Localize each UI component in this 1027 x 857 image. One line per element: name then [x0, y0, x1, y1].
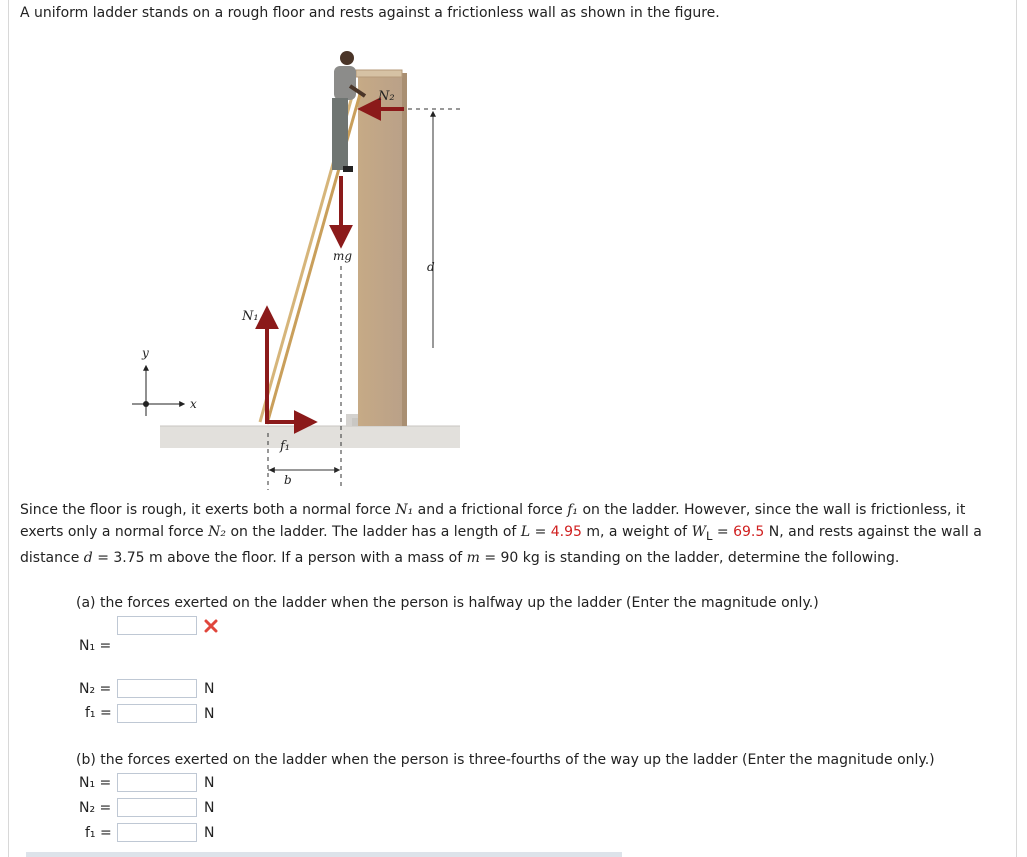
- part-a-n2-unit: N: [204, 681, 215, 697]
- part-b-n2-input[interactable]: [117, 798, 197, 817]
- bottom-divider: [26, 852, 622, 857]
- n1-label: N₁: [242, 309, 259, 324]
- part-b-n1-label: N₁ =: [79, 775, 112, 791]
- part-a-f1-unit: N: [204, 706, 215, 722]
- d-label: d: [427, 260, 435, 274]
- weight-value: 69.5: [733, 524, 765, 540]
- length-value: 4.95: [550, 524, 582, 540]
- part-a-n1-input[interactable]: [117, 616, 197, 635]
- incorrect-icon: [204, 619, 218, 633]
- f1-label: f₁: [280, 439, 291, 454]
- left-border: [8, 0, 9, 857]
- part-b-n2-label: N₂ =: [79, 800, 112, 816]
- right-border: [1016, 0, 1017, 857]
- part-b-f1-label: f₁ =: [85, 825, 112, 841]
- part-a-prompt: (a) the forces exerted on the ladder when the person is halfway up the ladder (Enter the magnitude only.): [76, 595, 819, 611]
- part-a-f1-input[interactable]: [117, 704, 197, 723]
- b-label: b: [284, 473, 292, 487]
- floor: [160, 426, 460, 448]
- part-a-n2-label: N₂ =: [79, 681, 112, 697]
- part-b-f1-input[interactable]: [117, 823, 197, 842]
- ladder-figure: [120, 38, 470, 493]
- problem-text: Since the floor is rough, it exerts both a normal force N₁ and a frictional force f₁ on the ladder. However, since the wall is frictionless, it exerts only a normal force N₂ on the ladder. The ladder has a length of L = 4.95 m, a weight of $W_L = 69.5$ N, and rests against the wall a distance d = 3.75 m above the floor. If a person with a mass of m = 90 kg is standing on the ladder, determine the following.: [20, 502, 982, 566]
- part-b-f1-unit: N: [204, 825, 215, 841]
- part-a-f1-label: f₁ =: [85, 705, 112, 721]
- mg-label: mg: [333, 249, 353, 263]
- problem-intro: A uniform ladder stands on a rough floor and rests against a frictionless wall as shown in the figure.: [20, 5, 720, 21]
- part-b-n1-input[interactable]: [117, 773, 197, 792]
- axes-icon: [132, 366, 184, 416]
- part-a-n1-label: N₁ =: [79, 638, 112, 654]
- y-axis-label: y: [142, 346, 149, 360]
- part-a-n2-input[interactable]: [117, 679, 197, 698]
- part-b-n2-unit: N: [204, 800, 215, 816]
- part-b-prompt: (b) the forces exerted on the ladder when the person is three-fourths of the way up the ladder (Enter the magnitude only.): [76, 752, 935, 768]
- x-axis-label: x: [190, 397, 197, 411]
- wall: [358, 73, 406, 426]
- n2-label: N₂: [378, 89, 395, 104]
- part-b-n1-unit: N: [204, 775, 215, 791]
